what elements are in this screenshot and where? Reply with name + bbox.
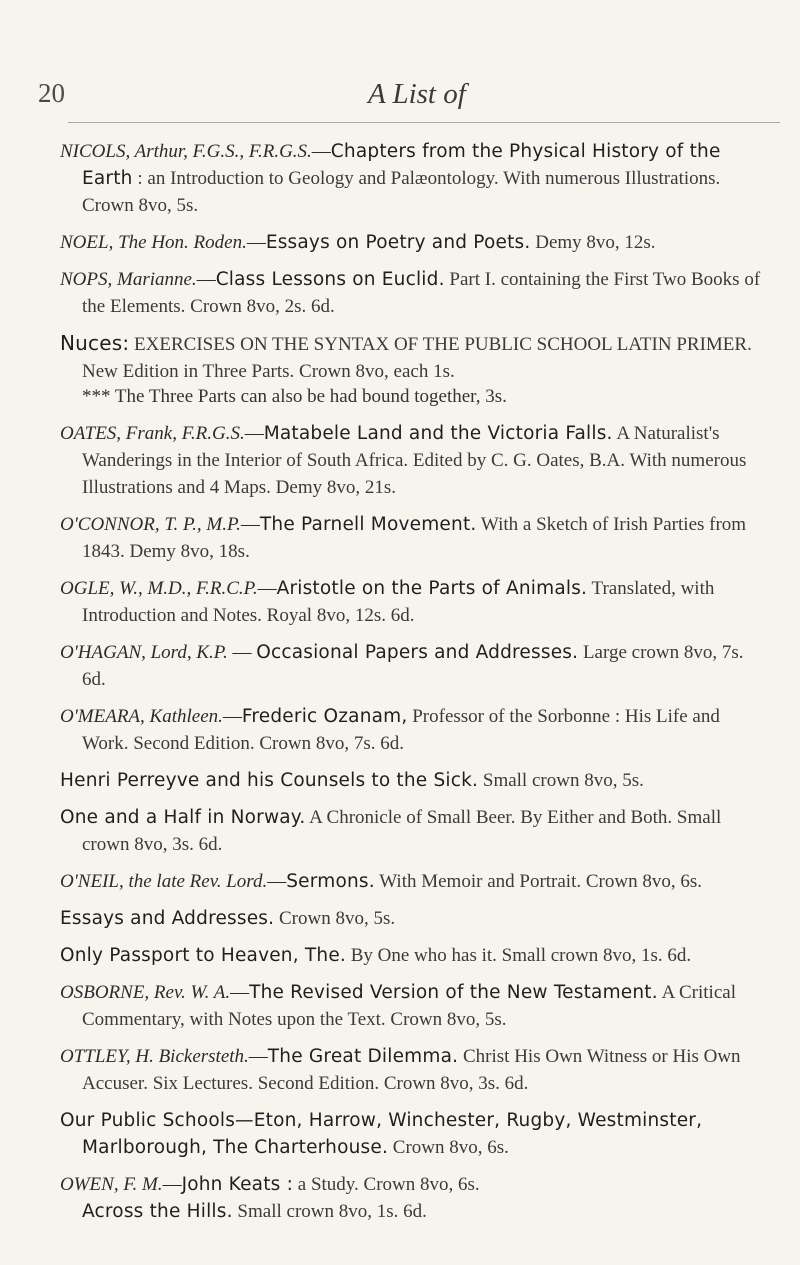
- list-item: O'NEIL, the late Rev. Lord.—Sermons. With Memoir and Portrait. Crown 8vo, 6s.: [60, 871, 702, 892]
- list-item: [60, 1107, 770, 1161]
- list-item: OGLE, W., M.D., F.R.C.P.—Aristotle on the Parts of Animals. Translated, with Introduction and Notes. Royal 8vo, 12s. 6d.: [60, 578, 715, 626]
- entry-author: O'CONNOR, T. P., M.P.: [60, 514, 241, 535]
- list-item: OTTLEY, H. Bickersteth.—The Great Dilemma. Christ His Own Witness or His Own Accuser. Six Lectures. Second Edition. Crown 8vo, 3s. 6d.: [60, 1046, 741, 1094]
- entry-author: O'NEIL, the late Rev. Lord.: [60, 871, 268, 892]
- entry-description: Small crown 8vo, 1s. 6d.: [237, 1201, 427, 1222]
- entry-author: NICOLS, Arthur, F.G.S., F.R.G.S.: [60, 141, 312, 162]
- entry-title: Henri Perreyve and his Counsels to the Sick.: [60, 770, 479, 791]
- entry-title: One and a Half in Norway.: [60, 807, 306, 828]
- list-item: NOPS, Marianne.—Class Lessons on Euclid. Part I. containing the First Two Books of the Elements. Crown 8vo, 2s. 6d.: [60, 269, 761, 317]
- list-item: [60, 942, 770, 969]
- entry-description: With Memoir and Portrait. Crown 8vo, 6s.: [379, 871, 702, 892]
- entry-title: Essays on Poetry and Poets.: [265, 232, 531, 253]
- entry-description: Large crown 8vo, 7s. 6d.: [82, 642, 744, 690]
- entry-author: O'HAGAN, Lord, K.P.: [60, 642, 228, 663]
- entry-description: EXERCISES ON THE SYNTAX OF THE PUBLIC SCHOOL LATIN PRIMER. New Edition in Three Parts. Crown 8vo, each 1s.: [82, 334, 752, 382]
- entry-description: Professor of the Sorbonne : His Life and Work. Second Edition. Crown 8vo, 7s. 6d.: [82, 706, 720, 754]
- catalogue-entries: [60, 138, 770, 1235]
- page-header: [38, 78, 780, 118]
- entry-sub-item: [60, 1198, 770, 1225]
- entry-author: O'MEARA, Kathleen.: [60, 706, 223, 727]
- entry-author: OWEN, F. M.: [60, 1174, 163, 1195]
- entry-author: OSBORNE, Rev. W. A.: [60, 982, 231, 1003]
- entry-author: NOEL, The Hon. Roden.: [60, 232, 247, 253]
- header-rule: [68, 122, 780, 123]
- list-item: [60, 905, 770, 932]
- entry-description: Small crown 8vo, 5s.: [482, 770, 644, 791]
- entry-description: With a Sketch of Irish Parties from 1843. Demy 8vo, 18s.: [82, 514, 747, 562]
- entry-title: The Parnell Movement.: [259, 514, 477, 535]
- list-item: O'CONNOR, T. P., M.P.—The Parnell Movement. With a Sketch of Irish Parties from 1843. Demy 8vo, 18s.: [60, 514, 747, 562]
- list-item: [60, 330, 770, 385]
- list-item: NOEL, The Hon. Roden.—Essays on Poetry and Poets. Demy 8vo, 12s.: [60, 232, 656, 253]
- list-item: O'HAGAN, Lord, K.P. — Occasional Papers and Addresses. Large crown 8vo, 7s. 6d.: [60, 642, 744, 690]
- entry-description: Translated, with Introduction and Notes. Royal 8vo, 12s. 6d.: [82, 578, 715, 626]
- page-number: 20: [38, 78, 65, 108]
- list-item: [60, 767, 770, 794]
- entry-author: OGLE, W., M.D., F.R.C.P.: [60, 578, 258, 599]
- list-item: NICOLS, Arthur, F.G.S., F.R.G.S.—Chapters from the Physical History of the Earth : an Introduction to Geology and Palæontology. With numerous Illustrations. Crown 8vo, 5s.: [60, 141, 721, 216]
- entry-description: A Chronicle of Small Beer. By Either and Both. Small crown 8vo, 3s. 6d.: [82, 807, 722, 855]
- entry-description: A Critical Commentary, with Notes upon the Text. Crown 8vo, 5s.: [82, 982, 736, 1030]
- entry-description: Crown 8vo, 6s.: [392, 1137, 509, 1158]
- entry-title: Class Lessons on Euclid.: [215, 269, 445, 290]
- list-item: OSBORNE, Rev. W. A.—The Revised Version of the New Testament. A Critical Commentary, with Notes upon the Text. Crown 8vo, 5s.: [60, 982, 736, 1030]
- entry-description: Demy 8vo, 12s.: [535, 232, 656, 253]
- entry-description: Crown 8vo, 5s.: [278, 908, 396, 929]
- entry-title: Nuces:: [60, 331, 130, 355]
- entry-title: Frederic Ozanam,: [241, 706, 408, 727]
- entry-title: Occasional Papers and Addresses.: [256, 642, 579, 663]
- entry-title: The Great Dilemma.: [267, 1046, 459, 1067]
- entry-description: Christ His Own Witness or His Own Accuser. Six Lectures. Second Edition. Crown 8vo, 3s. 6d.: [82, 1046, 741, 1094]
- list-item: OWEN, F. M.—John Keats : a Study. Crown 8vo, 6s.: [60, 1174, 480, 1195]
- entry-title: John Keats :: [181, 1174, 294, 1195]
- entry-title: Our Public Schools—Eton, Harrow, Winchester, Rugby, Westminster, Marlborough, The Charterhouse.: [60, 1110, 703, 1158]
- entry-description: By One who has it. Small crown 8vo, 1s. 6d.: [350, 945, 692, 966]
- entry-description: Part I. containing the First Two Books of the Elements. Crown 8vo, 2s. 6d.: [82, 269, 761, 317]
- list-item: O'MEARA, Kathleen.—Frederic Ozanam, Professor of the Sorbonne : His Life and Work. Second Edition. Crown 8vo, 7s. 6d.: [60, 706, 720, 754]
- entry-title: Chapters from the Physical History of the Earth: [82, 141, 721, 189]
- entry-title: Matabele Land and the Victoria Falls.: [263, 423, 613, 444]
- entry-author: OATES, Frank, F.R.G.S.: [60, 423, 245, 444]
- running-head: A List of: [368, 78, 466, 110]
- entry-description: A Naturalist's Wanderings in the Interior of South Africa. Edited by C. G. Oates, B.A. With numerous Illustrations and 4 Maps. Demy 8vo, 21s.: [82, 423, 747, 498]
- entry-author: NOPS, Marianne.: [60, 269, 197, 290]
- entry-title: Only Passport to Heaven, The.: [60, 945, 346, 966]
- entry-title: Aristotle on the Parts of Animals.: [276, 578, 588, 599]
- entry-description: a Study. Crown 8vo, 6s.: [297, 1174, 480, 1195]
- entry-title: Sermons.: [286, 871, 375, 892]
- entry-description: : an Introduction to Geology and Palæontology. With numerous Illustrations. Crown 8vo, 5s.: [82, 168, 721, 216]
- entry-author: OTTLEY, H. Bickersteth.: [60, 1046, 249, 1067]
- list-item: [60, 804, 770, 858]
- entry-title: The Revised Version of the New Testament.: [249, 982, 658, 1003]
- entry-note: *** The Three Parts can also be had bound together, 3s.: [82, 386, 507, 407]
- entry-title: Essays and Addresses.: [60, 908, 275, 929]
- entry-title: Across the Hills.: [82, 1201, 233, 1222]
- list-item: OATES, Frank, F.R.G.S.—Matabele Land and the Victoria Falls. A Naturalist's Wanderings in the Interior of South Africa. Edited by C. G. Oates, B.A. With numerous Illustrations and 4 Maps. Demy 8vo, 21s.: [60, 423, 747, 498]
